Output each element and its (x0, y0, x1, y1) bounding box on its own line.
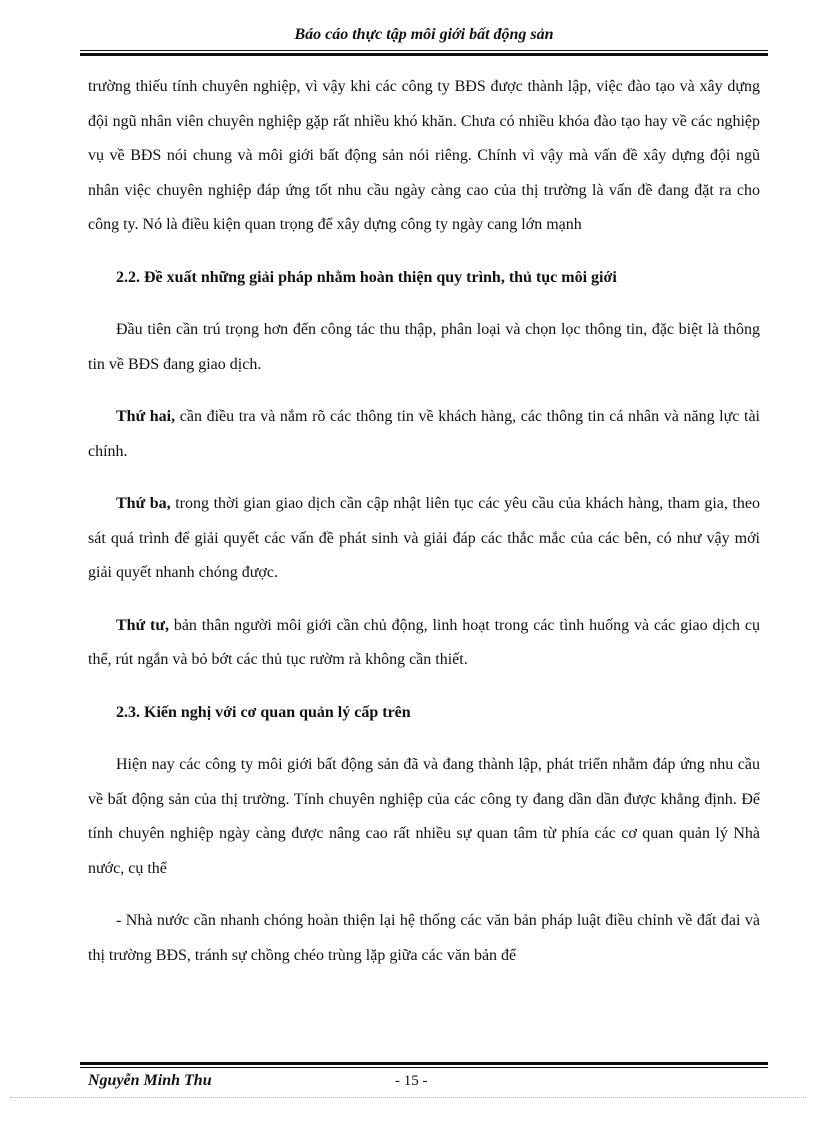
paragraph-7: - Nhà nước cần nhanh chóng hoàn thiện lại hệ thống các văn bản pháp luật điều chỉnh về đất đai và thị trường BĐS, tránh sự chồng chéo trùng lặp giữa các văn bản để (88, 912, 760, 964)
page-header-title: Báo cáo thực tập môi giới bất động sản (294, 26, 554, 43)
bottom-dotted-rule (10, 1097, 806, 1098)
footer-rule-thick (80, 1062, 768, 1065)
document-body (88, 70, 760, 973)
section-heading-2-3: 2.3. Kiến nghị với cơ quan quản lý cấp trên (116, 703, 411, 721)
paragraph-4-text: trong thời gian giao dịch cần cập nhật liên tục các yêu cầu của khách hàng, tham gia, theo sát quá trình để giải quyết các vấn đề phát sinh và giải đáp các thắc mắc của các bên, có như vậy mới giải quyết nhanh chóng được. (88, 495, 760, 581)
header-rule-thick (80, 53, 768, 56)
paragraph-3-lead: Thứ hai, (116, 408, 176, 425)
page-number: - 15 - (395, 1073, 428, 1089)
paragraph-6: Hiện nay các công ty môi giới bất động sản đã và đang thành lập, phát triển nhằm đáp ứng nhu cầu về bất động sản của thị trường. Tính chuyên nghiệp của các công ty đang dần dần được khẳng định. Để tính chuyên nghiệp ngày càng được nâng cao rất nhiều sự quan tâm từ phía các cơ quan quản lý Nhà nước, cụ thể (88, 756, 760, 877)
paragraph-4 (88, 487, 760, 591)
paragraph-5-text: bản thân người môi giới cần chủ động, linh hoạt trong các tình huống và các giao dịch cụ thể, rút ngắn và bỏ bớt các thủ tục rườm rà không cần thiết. (88, 616, 761, 668)
paragraph-5 (88, 609, 760, 678)
paragraph-2: Đầu tiên cần trú trọng hơn đến công tác thu thập, phân loại và chọn lọc thông tin, đặc biệt là thông tin về BĐS đang giao dịch. (88, 321, 760, 373)
footer-rule-thin (80, 1067, 768, 1068)
paragraph-3 (88, 400, 760, 469)
header-rule-thin (80, 50, 768, 51)
paragraph-1: trường thiếu tính chuyên nghiệp, vì vậy khi các công ty BĐS được thành lập, việc đào tạo và xây dựng đội ngũ nhân viên chuyên nghiệp gặp rất nhiều khó khăn. Chưa có nhiều khóa đào tạo hay về các nghiệp vụ về BĐS nói chung và môi giới bất động sản nói riêng. Chính vì vậy mà vấn đề xây dựng đội ngũ nhân việc chuyên nghiệp đáp ứng tốt nhu cầu ngày càng cao của thị trường là vấn đề đang đặt ra cho công ty. Nó là điều kiện quan trọng để xây dựng công ty ngày cang lớn mạnh (88, 78, 760, 233)
section-heading-2-2: 2.2. Đề xuất những giải pháp nhằm hoàn thiện quy trình, thủ tục môi giới (116, 268, 617, 286)
paragraph-4-lead: Thứ ba, (116, 495, 171, 512)
paragraph-5-lead: Thứ tư, (116, 616, 169, 634)
footer-author: Nguyễn Minh Thu (88, 1072, 212, 1089)
paragraph-3-text: cần điều tra và nắm rõ các thông tin về khách hàng, các thông tin cá nhân và năng lực tài chính. (88, 408, 761, 460)
